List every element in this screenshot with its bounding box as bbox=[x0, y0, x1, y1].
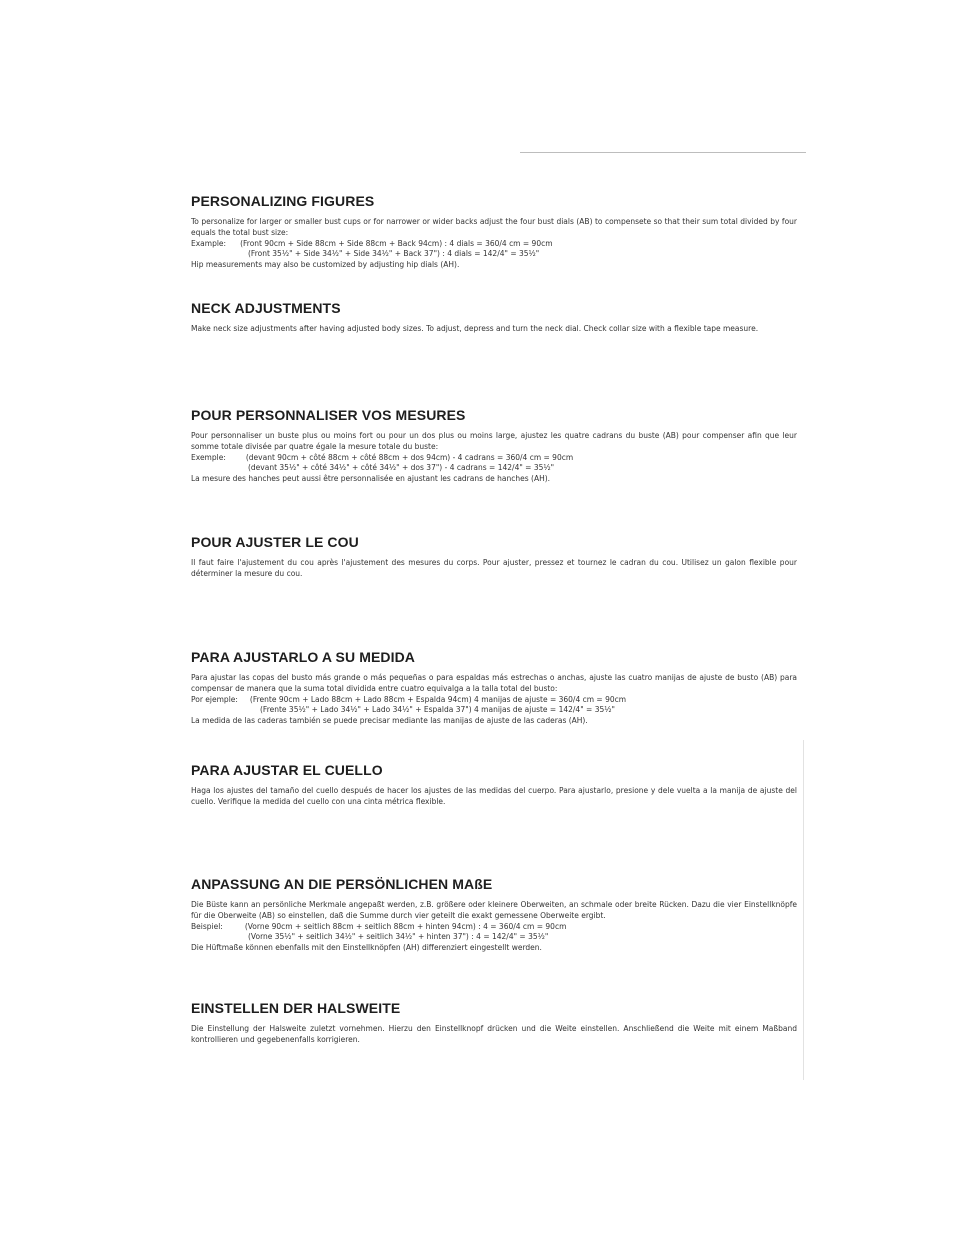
section-note: La medida de las caderas también se puede precisar mediante las manijas de ajuste de las caderas (AH). bbox=[191, 716, 588, 726]
example-line-1: (devant 90cm + côté 88cm + côté 88cm + dos 94cm) - 4 cadrans = 360/4 cm = 90cm bbox=[245, 452, 574, 462]
section-text: Make neck size adjustments after having adjusted body sizes. To adjust, depress and turn the neck dial. Check collar size with a flexible tape measure. bbox=[191, 324, 759, 333]
section-note: La mesure des hanches peut aussi être personnalisée en ajustant les cadrans de hanches (AH). bbox=[191, 474, 551, 484]
section-intro: To personalize for larger or smaller bust cups or for narrower or wider backs adjust the four bust dials (AB) to compensete so that their sum total divided by four equals the total bust size: bbox=[191, 217, 797, 237]
section-einstellen-der-halsweite bbox=[191, 999, 797, 1046]
section-heading: NECK ADJUSTMENTS bbox=[191, 300, 341, 316]
section-intro: Die Büste kann an persönliche Merkmale angepaßt werden, z.B. größere oder kleinere Oberweiten, an schmale oder breite Rücken. Dazu die vier Einstellknöpfe für die Oberweite (AB) so einstellen, daß die Summe durch vier geteilt die exakt gemessene Oberweite ergibt. bbox=[191, 900, 797, 920]
section-note: Hip measurements may also be customized by adjusting hip dials (AH). bbox=[191, 260, 460, 270]
section-intro: Pour personnaliser un buste plus ou moins fort ou pour un dos plus ou moins large, ajustez les quatre cadrans du buste (AB) pour compenser afin que leur somme totale divisée par quatre égale la mesure totale du buste: bbox=[191, 431, 797, 451]
section-heading: POUR PERSONNALISER VOS MESURES bbox=[191, 407, 466, 423]
example-label: Exemple: bbox=[191, 452, 226, 462]
section-heading: ANPASSUNG AN DIE PERSÖNLICHEN MAßE bbox=[191, 876, 493, 892]
section-pour-personnaliser bbox=[191, 406, 797, 533]
section-heading: PARA AJUSTARLO A SU MEDIDA bbox=[191, 649, 416, 665]
example-row bbox=[191, 453, 797, 464]
section-heading: PARA AJUSTAR EL CUELLO bbox=[191, 762, 383, 778]
section-para-ajustarlo bbox=[191, 648, 797, 761]
section-note: Die Hüftmaße können ebenfalls mit den Einstellknöpfen (AH) differenziert eingestellt werden. bbox=[191, 943, 542, 953]
section-pour-ajuster-le-cou bbox=[191, 533, 797, 648]
example-label: Example: bbox=[191, 238, 227, 248]
example-line-2: (Frente 35½" + Lado 34½" + Lado 34½" + Espalda 37") 4 manijas de ajuste = 142/4" = 35½" bbox=[260, 705, 615, 715]
section-heading: EINSTELLEN DER HALSWEITE bbox=[191, 1000, 401, 1016]
right-margin-line bbox=[803, 740, 804, 1080]
top-divider-line bbox=[520, 152, 806, 153]
example-label: Beispiel: bbox=[191, 921, 223, 931]
example-line-1: (Frente 90cm + Lado 88cm + Lado 88cm + Espalda 94cm) 4 manijas de ajuste = 360/4 cm = 90cm bbox=[249, 694, 627, 704]
example-line-2: (Vorne 35½" + seitlich 34½" + seitlich 34½" + hinten 37") : 4 = 142/4" = 35½" bbox=[248, 932, 549, 942]
example-line-2: (Front 35½" + Side 34½" + Side 34½" + Back 37") : 4 dials = 142/4" = 35½" bbox=[248, 249, 540, 259]
example-label: Por ejemple: bbox=[191, 694, 238, 704]
example-row bbox=[191, 239, 797, 250]
example-line-1: (Vorne 90cm + seitlich 88cm + seitlich 88cm + hinten 94cm) : 4 = 360/4 cm = 90cm bbox=[244, 921, 567, 931]
section-anpassung bbox=[191, 875, 797, 999]
section-neck-adjustments bbox=[191, 299, 797, 406]
section-text: Haga los ajustes del tamaño del cuello después de hacer los ajustes de las medidas del cuerpo. Para ajustarlo, presione y dele vuelta a la manija de ajuste del cuello. Verifique la medida del cuello con una cinta métrica flexible. bbox=[191, 786, 797, 806]
example-row bbox=[191, 695, 797, 706]
section-heading: PERSONALIZING FIGURES bbox=[191, 193, 375, 209]
example-line-2: (devant 35½" + côté 34½" + côté 34½" + dos 37") - 4 cadrans = 142/4" = 35½" bbox=[248, 463, 555, 473]
example-row bbox=[191, 922, 797, 933]
section-text: Il faut faire l'ajustement du cou après l'ajustement des mesures du corps. Pour ajuster, pressez et tournez le cadran du cou. Utilisez un galon flexible pour déterminer la mesure du cou. bbox=[191, 558, 797, 578]
instruction-page bbox=[191, 192, 797, 1046]
section-heading: POUR AJUSTER LE COU bbox=[191, 534, 359, 550]
section-personalizing-figures bbox=[191, 192, 797, 299]
section-intro: Para ajustar las copas del busto más grande o más pequeñas o para espaldas más estrechas o anchas, ajuste las cuatro manijas de ajuste de busto (AB) para compensar de manera que la suma total dividida entre cuatro equivalga a la talla total del busto: bbox=[191, 673, 797, 693]
section-para-ajustar-el-cuello bbox=[191, 761, 797, 875]
example-line-1: (Front 90cm + Side 88cm + Side 88cm + Back 94cm) : 4 dials = 360/4 cm = 90cm bbox=[240, 238, 553, 248]
section-text: Die Einstellung der Halsweite zuletzt vornehmen. Hierzu den Einstellknopf drücken und die Weite einstellen. Anschließend die Weite mit einem Maßband kontrollieren und gegebenenfalls korrigieren. bbox=[191, 1024, 797, 1044]
